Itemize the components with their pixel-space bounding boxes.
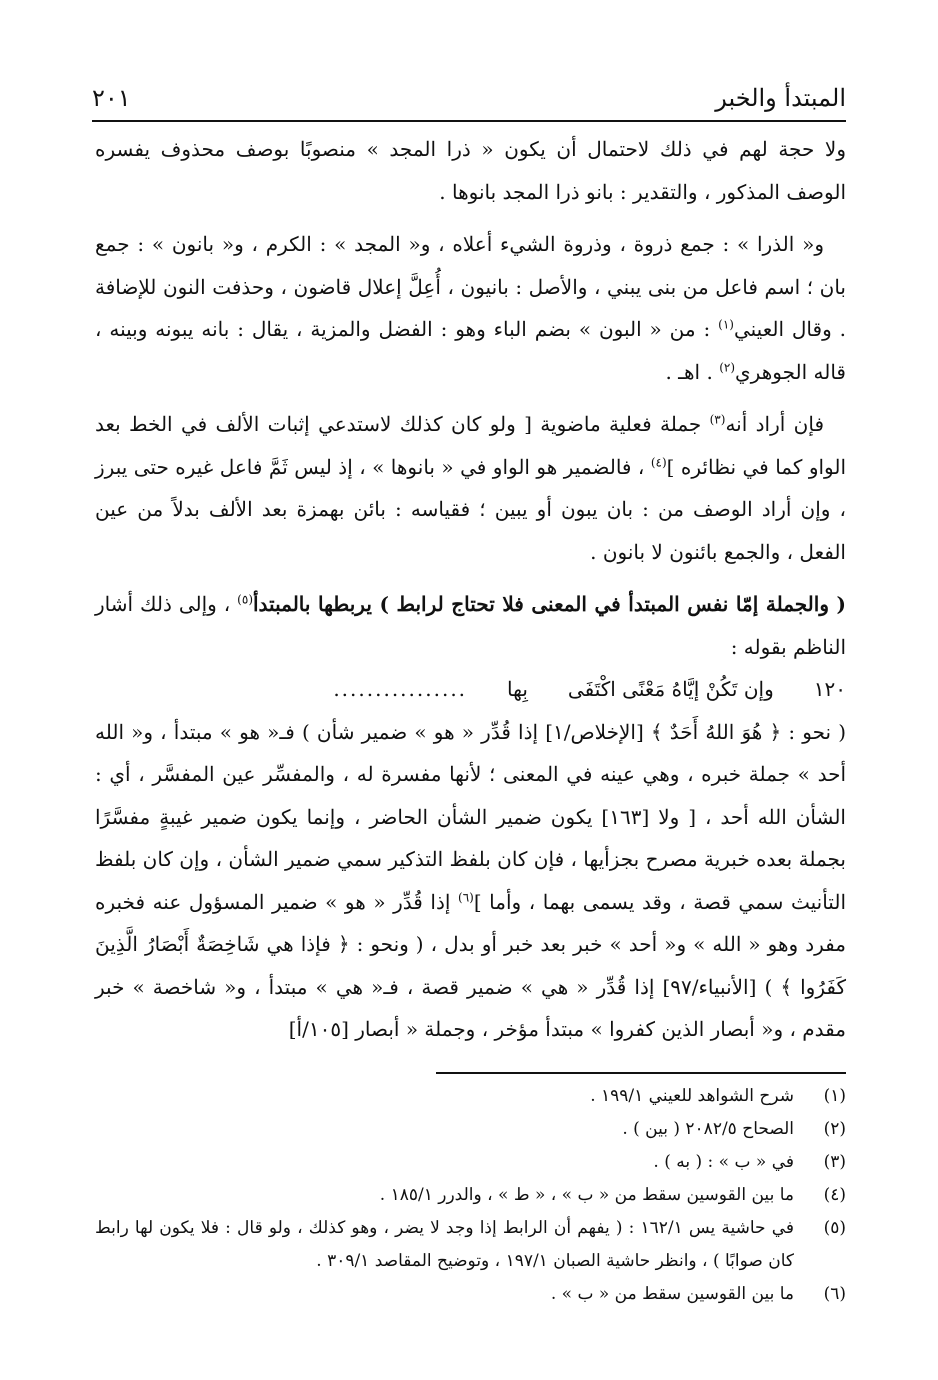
verse-line [95,668,846,711]
main-text [95,128,846,1051]
verse-dots: ................ [333,677,468,701]
paragraph-2-end: . اهـ . [665,359,713,384]
footnote-text: ما بين القوسين سقط من « ب » . [550,1284,794,1304]
footnote-marker-1: (١) [718,317,734,332]
footnote-text: الصحاح ٢٠٨٢/٥ ( بين ) . [622,1119,794,1139]
verse-second-half: بِها [507,677,528,701]
footnote-4 [95,1179,846,1212]
paragraph-2 [95,223,846,393]
paragraph-4-text: ( والجملة إمّا نفس المبتدأ في المعنى فلا تحتاج لرابط ) يربطها بالمبتدأ [253,592,846,616]
footnote-number: (١) [823,1086,846,1106]
paragraph-5 [95,711,846,1051]
header-divider [92,120,846,122]
paragraph-1: ولا حجة لهم في ذلك لاحتمال أن يكون « ذرا المجد » منصوبًا بوصف محذوف يفسره الوصف المذكور ، والتقدير : بانو ذرا المجد بانوها . [95,137,846,204]
footnote-marker-3: (٣) [709,412,726,427]
footnote-3 [95,1146,846,1179]
paragraph-5-tail: إذا قُدِّر « هو » ضمير المسؤول عنه فخبره مفرد وهو « الله » و« أحد » خبر بعد خبر أو بدل ، ( ونحو : ﴿ فإذا هي شَاخِصَةٌ أَبْصَارُ الَّذِينَ كَفَرُوا ﴾ ) [الأنبياء/٩٧] إذا قُدِّر « هي » ضمير قصة ، فـ« هي » مبتدأ ، و« شاخصة » خبر مقدم ، و« أبصار الذين كفروا » مبتدأ مؤخر ، وجملة « أبصار [١٠٥/أ] [95,889,847,1041]
footnote-1 [95,1080,846,1113]
footnote-number: (٥) [823,1218,846,1238]
footnote-5 [95,1212,846,1278]
chapter-title: المبتدأ والخبر [715,84,846,112]
paragraph-2-tail: : من « البون » بضم الباء وهو : الفضل والمزية ، يقال : بانه يبونه وبينه ، قاله الجوهري [95,317,846,384]
footnote-marker-5: (٥) [237,592,253,607]
verse-number: ١٢٠ [813,677,846,701]
footnotes [95,1080,846,1311]
footnote-number: (٤) [823,1185,846,1205]
paragraph-5-text: ( نحو : ﴿ هُوَ اللهُ أَحَدٌ ﴾ [الإخلاص/١] إذا قُدِّر « هو » ضمير شأن ) فـ« هو » مبتدأ ، و« الله أحد » جملة خبره ، وهي عينه في المعنى ؛ لأنها مفسرة له ، والمفسِّر عين المفسَّر ، أي : الشأن الله أحد ، [ ولا [١٦٣] يكون ضمير الشأن الحاضر ، وإنما يكون ضمير غيبةٍ مفسَّرًا بجملة بعده خبرية مصرح بجزأيها ، فإن كان بلفظ التذكير سمي ضمير الشأن ، وإن كان بلفظ التأنيث سمي قصة ، وقد يسمى بهما ، وأما ] [95,719,846,914]
page-number: ٢٠١ [92,84,131,112]
paragraph-3 [95,403,846,573]
footnote-number: (٦) [823,1284,846,1304]
paragraph-4-tail: ، وإلى ذلك أشار الناظم بقوله : [95,592,846,659]
paragraph-4 [95,583,846,668]
footnote-marker-2: (٢) [719,359,736,374]
paragraph-3-text: فإن أراد أنه [725,412,825,436]
paragraph-3-tail: جملة فعلية ماضوية [ ولو كان كذلك لاستدعي إثبات الألف في الخط بعد الواو كما في نظائره ] [95,412,847,479]
footnote-2 [95,1113,846,1146]
verse-first-half: وإن تَكُنْ إيَّاهُ مَعْنًى اكْتَفَى [567,677,774,701]
paragraph-3-rest: ، فالضمير هو الواو في « بانوها » ، إذ ليس ثَمَّ فاعل غيره حتى يبرز ، وإن أراد الوصف من : بان يبون أو يبين ؛ فقياسه : بائن بهمزة بعد الألف بدلاً من عين الفعل ، والجمع بائنون لا بانون . [95,454,847,564]
footnote-divider [436,1072,846,1074]
footnote-number: (٣) [823,1152,846,1172]
footnote-number: (٢) [823,1119,846,1139]
paragraph-2-text: و« الذرا » : جمع ذروة ، وذروة الشيء أعلاه ، و« المجد » : الكرم ، و« بانون » : جمع بان ؛ اسم فاعل من بنى يبني ، والأصل : بانيون ، أُعِلَّ إعلال قاضون ، وحذفت النون للإضافة . وقال العيني [95,232,846,341]
footnote-6 [95,1278,846,1311]
footnote-marker-4: (٤) [650,454,667,469]
footnote-text: ما بين القوسين سقط من « ب » ، « ط » ، والدرر ١٨٥/١ . [379,1185,794,1205]
footnote-text: في « ب » : ( به ) . [653,1152,794,1172]
page-header [92,78,846,118]
footnote-text: في حاشية يس ١٦٢/١ : ( يفهم أن الرابط إذا وجد لا يضر ، وهو كذلك ، ولو قال : فلا يكون لها رابط كان صوابًا ) ، وانظر حاشية الصبان ١٩٧/١ ، وتوضيح المقاصد ٣٠٩/١ . [95,1218,794,1271]
footnote-text: شرح الشواهد للعيني ١٩٩/١ . [590,1086,794,1106]
footnote-marker-6: (٦) [458,889,474,904]
